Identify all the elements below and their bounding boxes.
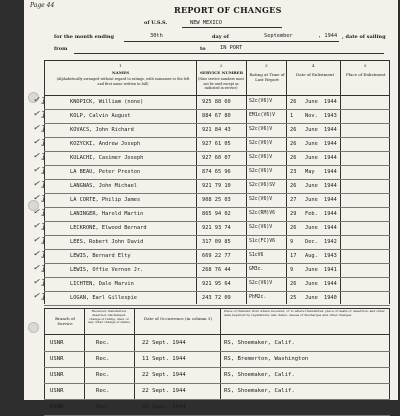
enlist-day-cell: 9 [290, 239, 294, 245]
enlist-month-cell: June [305, 99, 318, 105]
service-number-cell: 669 22 77 [202, 253, 231, 259]
service-number-cell: 243 72 09 [202, 295, 231, 301]
status-cell: Rec. [96, 372, 110, 378]
enlistment-header: Date of Enlistment [296, 72, 335, 77]
table-border [44, 60, 390, 61]
transfer-row [24, 384, 398, 400]
name-cell: LOGAN, Earl Gillespie [70, 295, 137, 301]
enlist-day-cell: 25 [290, 295, 297, 301]
date-cell: 11 Sept. 1944 [142, 356, 186, 362]
enlist-day-cell: 26 [290, 99, 297, 105]
enlist-month-cell: June [305, 141, 318, 147]
enlist-year-cell: 1944 [324, 281, 337, 287]
name-cell: LICHTEN, Dale Marvin [70, 281, 134, 287]
enlist-day-cell: 17 [290, 253, 297, 259]
check-mark: ✓1 [32, 150, 48, 164]
enlist-day-cell: 27 [290, 197, 297, 203]
date-cell: 22 Sept. 1944 [142, 404, 186, 410]
branch-cell: USNR [50, 356, 64, 362]
enlist-day-cell: 26 [290, 281, 297, 287]
table-row [24, 208, 398, 222]
table-row [24, 194, 398, 208]
column-number-5: 5 [364, 63, 367, 68]
service-number-cell: 908 25 03 [202, 197, 231, 203]
place-cell: RS, Shoemaker, Calif. [224, 340, 295, 346]
branch-cell: USNR [50, 404, 64, 410]
status-header: Received, transferred, deserted, discharged, change of rating, died, or any other change of status [88, 309, 130, 325]
name-cell: LEES, Robert John David [70, 239, 144, 245]
rating-header: Rating at Time of Last Report [249, 72, 285, 82]
enlist-month-cell: June [305, 225, 318, 231]
day-of-label: day of [212, 34, 229, 40]
enlist-year-cell: 1943 [324, 113, 337, 119]
enlist-day-cell: 26 [290, 183, 297, 189]
rating-cell: S1c(FC)V6 [249, 239, 275, 244]
transfer-row [24, 336, 398, 352]
transfer-row [24, 400, 398, 416]
name-cell: KULACHI, Casimer Joseph [70, 155, 144, 161]
check-mark: ✓1 [32, 136, 48, 150]
name-cell: KOZYCKI, Andrew Joseph [70, 141, 141, 147]
date-cell: 22 Sept. 1944 [142, 340, 186, 346]
enlist-day-cell: 29 [290, 211, 297, 217]
branch-cell: USNR [50, 388, 64, 394]
table-row [24, 278, 398, 292]
table-row [24, 250, 398, 264]
rating-cell: GM3c. [249, 267, 264, 272]
name-cell: LEWIS, Offie Vernon Jr. [70, 267, 144, 273]
divider [124, 41, 339, 42]
check-mark: ✓1 [32, 164, 48, 178]
enlist-month-cell: June [305, 183, 318, 189]
year-value: , 1944 [318, 33, 338, 39]
status-cell: Rec. [96, 404, 110, 410]
status-cell: Rec. [96, 340, 110, 346]
rating-cell: S2c(V6)V [249, 197, 273, 202]
page-label: Page 44 [30, 2, 55, 9]
rating-cell: S2c(V6)V [249, 99, 273, 104]
enlist-day-cell: 26 [290, 225, 297, 231]
enlist-day-cell: 26 [290, 155, 297, 161]
rating-cell: S2c(V6)SV [249, 183, 275, 188]
check-mark: ✓1 [32, 122, 48, 136]
enlist-day-cell: 26 [290, 127, 297, 133]
service-note: (Nine service numbers must not be used except as indicated in service) [198, 77, 244, 90]
name-cell: LANINGER, Harold Martin [70, 211, 144, 217]
enlist-month-cell: June [305, 197, 318, 203]
check-mark: ✓1 [32, 234, 48, 248]
name-cell: LA BEAU, Peter Preston [70, 169, 141, 175]
divider [182, 27, 282, 28]
table-row [24, 110, 398, 124]
place-header: Place of Enlistment [346, 72, 386, 77]
service-number-cell: 268 76 44 [202, 267, 231, 273]
enlist-month-cell: Feb. [305, 211, 318, 217]
date-header: Date of Occurrence (in column 3) [144, 316, 212, 321]
service-number-cell: 317 09 85 [202, 239, 231, 245]
column-number-2: 2 [220, 63, 223, 68]
service-number-cell: 921 93 74 [202, 225, 231, 231]
table-row [24, 292, 398, 306]
service-number-cell: 921 84 43 [202, 127, 231, 133]
month-label: for the month ending [54, 34, 115, 40]
service-number-cell: 884 67 80 [202, 113, 231, 119]
enlist-month-cell: June [305, 267, 318, 273]
place-cell: RS, Bremerton, Washington [224, 356, 309, 362]
name-cell: LA CORTE, Philip James [70, 197, 141, 203]
rating-cell: PhM2c. [249, 295, 267, 300]
service-number-cell: 925 88 60 [202, 99, 231, 105]
rating-cell: S2c(V6)V [249, 169, 273, 174]
rating-cell: S2c(RM)V6 [249, 211, 275, 216]
table-row [24, 124, 398, 138]
enlist-year-cell: 1943 [324, 253, 337, 259]
table-row [24, 236, 398, 250]
rating-cell: S2c(V6)V [249, 225, 273, 230]
enlist-month-cell: June [305, 295, 318, 301]
enlist-month-cell: Dec. [305, 239, 318, 245]
to-value: IN PORT [220, 45, 243, 51]
check-mark: ✓1 [32, 108, 48, 122]
enlist-month-cell: Aug. [305, 253, 318, 259]
enlist-year-cell: 1944 [324, 141, 337, 147]
name-cell: KOVACS, John Richard [70, 127, 134, 133]
enlist-day-cell: 23 [290, 169, 297, 175]
to-label: to [200, 46, 206, 52]
rating-cell: S2c(V6)V [249, 155, 273, 160]
branch-header: Branch of Service [55, 316, 75, 326]
enlist-year-cell: 1944 [324, 127, 337, 133]
check-mark: ✓1 [32, 206, 48, 220]
status-cell: Rec. [96, 356, 110, 362]
enlist-year-cell: 1944 [324, 183, 337, 189]
table-row [24, 166, 398, 180]
check-mark: ✓1 [32, 248, 48, 262]
enlist-year-cell: 1940 [324, 295, 337, 301]
enlist-day-cell: 9 [290, 267, 294, 273]
ship-name: NEW MEXICO [190, 20, 222, 26]
transfer-row [24, 368, 398, 384]
branch-cell: USNR [50, 372, 64, 378]
enlist-year-cell: 1941 [324, 267, 337, 273]
rating-cell: EM1c(V6)V [249, 113, 275, 118]
check-mark: ✓1 [32, 290, 48, 304]
enlist-month-cell: Nov. [305, 113, 318, 119]
place-header-bottom: Place of transfer, from where received, or to where transferred, place of death or desertion, and other data required by regulations; also dates, causes of discharges and other changes [224, 309, 385, 317]
table-row [24, 96, 398, 110]
enlist-day-cell: 1 [290, 113, 294, 119]
table-row [24, 138, 398, 152]
branch-cell: USNR [50, 340, 64, 346]
name-cell: KOLP, Calvin August [70, 113, 131, 119]
check-mark: ✓1 [32, 220, 48, 234]
name-cell: LECKRONE, Elwood Bernard [70, 225, 147, 231]
enlist-month-cell: June [305, 281, 318, 287]
month-value: September [264, 33, 293, 39]
check-mark: ✓1 [32, 94, 48, 108]
enlist-year-cell: 1944 [324, 155, 337, 161]
check-mark: ✓1 [32, 276, 48, 290]
rating-cell: S1cV6 [249, 253, 264, 258]
row-rule [44, 305, 390, 306]
divider [74, 53, 384, 54]
enlist-year-cell: 1944 [324, 197, 337, 203]
names-header: NAMES [112, 70, 130, 75]
enlist-year-cell: 1944 [324, 99, 337, 105]
service-number-cell: 927 61 05 [202, 141, 231, 147]
date-sailing-label: , date of sailing [342, 34, 386, 40]
table-row [24, 264, 398, 278]
table-row [24, 152, 398, 166]
service-number-cell: 865 94 02 [202, 211, 231, 217]
column-number-4: 4 [312, 63, 315, 68]
of-uss-label: of U.S.S. [144, 20, 168, 26]
transfer-row [24, 352, 398, 368]
place-cell: RS, Shoemaker, Calif. [224, 388, 295, 394]
rating-cell: S2c(V6)V [249, 127, 273, 132]
from-label: from [54, 46, 68, 52]
service-number-cell: 921 79 10 [202, 183, 231, 189]
rating-cell: S2c(V6)V [249, 141, 273, 146]
document-page [24, 0, 398, 410]
name-cell: KNOPICK, William (none) [70, 99, 144, 105]
place-cell: RS, Shoemaker, Calif. [224, 372, 295, 378]
column-number-1: 1 [119, 63, 122, 68]
rating-cell: S2c(V6)V [249, 281, 273, 286]
enlist-month-cell: May [305, 169, 315, 175]
enlist-month-cell: June [305, 127, 318, 133]
service-number-cell: 874 65 96 [202, 169, 231, 175]
service-header: SERVICE NUMBER [200, 70, 244, 75]
name-cell: LANGNAS, John Michael [70, 183, 137, 189]
status-cell: Rec. [96, 388, 110, 394]
names-note: (Alphabetically arranged without regard to ratings, with surnames to the left and first name written in full) [56, 77, 190, 86]
punch-hole [28, 322, 39, 333]
service-number-cell: 921 95 64 [202, 281, 231, 287]
enlist-year-cell: 1942 [324, 239, 337, 245]
date-cell: 22 Sept. 1944 [142, 388, 186, 394]
enlist-year-cell: 1944 [324, 225, 337, 231]
check-mark: ✓1 [32, 192, 48, 206]
day-value: 30th [150, 33, 163, 39]
date-cell: 22 Sept. 1944 [142, 372, 186, 378]
service-number-cell: 927 60 07 [202, 155, 231, 161]
enlist-month-cell: June [305, 155, 318, 161]
table-row [24, 180, 398, 194]
enlist-year-cell: 1944 [324, 211, 337, 217]
check-mark: ✓1 [32, 262, 48, 276]
name-cell: LEWIS, Bernard Elty [70, 253, 131, 259]
column-number-3: 3 [265, 63, 268, 68]
enlist-day-cell: 26 [290, 141, 297, 147]
check-mark: ✓1 [32, 178, 48, 192]
row-rule [44, 415, 390, 416]
table-row [24, 222, 398, 236]
enlist-year-cell: 1944 [324, 169, 337, 175]
report-title: REPORT OF CHANGES [174, 5, 282, 15]
header-rule [44, 334, 390, 335]
